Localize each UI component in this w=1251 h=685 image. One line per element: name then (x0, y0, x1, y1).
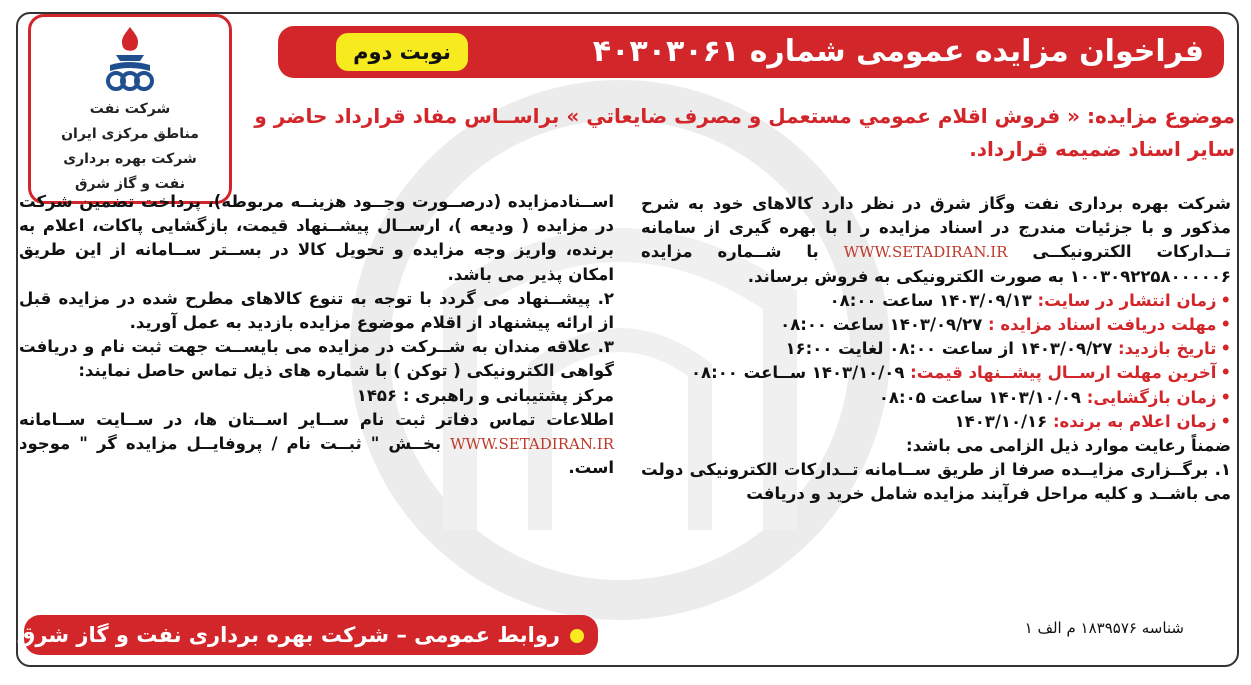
schedule-item: • تاریخ بازدید: ۱۴۰۳/۰۹/۲۷ از ساعت ۰۸:۰۰ لغایت ۱۶:۰۰ (641, 337, 1231, 361)
footer-title: روابط عمومی – شرکت بهره برداری نفت و گاز شرق (17, 615, 584, 655)
requirement-item-1-continued: اســنادمزایده (درصــورت وجــود هزینــه مربوطه)، پرداخت تضمین شرکت در مزایده ( ودیعه )، ارســال پیشــنهاد قیمت، بازگشایی پاکات، اعلام به برنده، واریز وجه مزایده و تحویل کالا در بســتر ســامانه از این طریق امکان پذیر می باشد. (19, 192, 614, 284)
setadiran-link[interactable]: WWW.SETADIRAN.IR (843, 243, 1008, 262)
requirements-note: ضمناً رعایت موارد ذیل الزامی می باشد: (906, 436, 1231, 456)
left-column (19, 190, 614, 480)
footer-banner (16, 615, 598, 655)
schedule-item: • مهلت دریافت اسناد مزایده : ۱۴۰۳/۰۹/۲۷ ساعت ۰۸:۰۰ (641, 313, 1231, 337)
company-name: شرکت نفت مناطق مرکزی ایران شرکت بهره برداری نفت و گاز شرق (61, 101, 199, 192)
schedule-item: • آخرین مهلت ارســال پیشــنهاد قیمت: ۱۴۰۳/۱۰/۰۹ ســاعت ۰۸:۰۰ (641, 361, 1231, 385)
requirement-item-2: ۲. پیشــنهاد می گردد با توجه به تنوع کالاهای مطرح شده در مزایده قبل از ارائه پیشنهاد از اقلام موضوع مزایده بازدید به عمل آورید. (19, 288, 614, 333)
round-badge: نوبت دوم (336, 33, 468, 71)
page-title: فراخوان مزایده عمومی شماره ۴۰۳۰۳۰۶۱ (592, 34, 1204, 69)
nioc-flame-logo-icon (104, 25, 156, 91)
reference-id: شناسه ۱۸۳۹۵۷۶ م الف ۱ (1024, 619, 1184, 637)
auction-subject: موضوع مزایده: « فروش اقلام عمومي مستعمل و مصرف ضايعاتي » براســاس مفاد قرارداد حاضر و سایر اسناد ضمیمه قرارداد. (254, 104, 1235, 161)
requirement-item-1: ۱. برگــزاری مزایــده صرفا از طریق ســامانه تــدارکات الکترونیکی دولت می باشــد و کلیه مراحل فرآیند مزایده شامل خرید و دریافت (641, 460, 1231, 504)
schedule-item: • زمان انتشار در سایت: ۱۴۰۳/۰۹/۱۳ ساعت ۰۸:۰۰ (641, 289, 1231, 313)
requirement-item-3: ۳. علاقه مندان به شــرکت در مزایده می بایســت جهت ثبت نام و دریافت گواهی الکترونیکی ( توکن ) با شماره های ذیل تماس حاصل نمایند: (19, 337, 614, 381)
contact-info: اطلاعات تماس دفاتر ثبت نام ســایر اســتان ها، در ســایت ســامانه WWW.SETADIRAN.IR بخــش " ثبــت نام / پروفایــل مزایده گر " موجود است. (19, 409, 614, 478)
schedule-item: • زمان بازگشایی: ۱۴۰۳/۱۰/۰۹ ساعت ۰۸:۰۵ (641, 386, 1231, 410)
setadiran-link[interactable]: WWW.SETADIRAN.IR (450, 435, 614, 454)
bullet-dot-icon (570, 629, 584, 643)
support-center: مرکز پشتیبانی و راهبری : ۱۴۵۶ (356, 385, 614, 405)
schedule-item: • زمان اعلام به برنده: ۱۴۰۳/۱۰/۱۶ (641, 410, 1231, 434)
right-column (641, 192, 1231, 507)
intro-paragraph: شرکت بهره برداری نفت وگاز شرق در نظر دارد کالاهای خود به شرح مذکور و با جزئیات مندرج در اسناد مزایده ر ا با بهره گیری از سامانه تــدارکات الکترونیکــی WWW.SETADIRAN.IR با شــماره مزایده ۱۰۰۳۰۹۲۲۵۸۰۰۰۰۰۶ به صورت الکترونیکی به فروش برساند. (641, 194, 1231, 286)
company-logo-box (28, 14, 232, 204)
